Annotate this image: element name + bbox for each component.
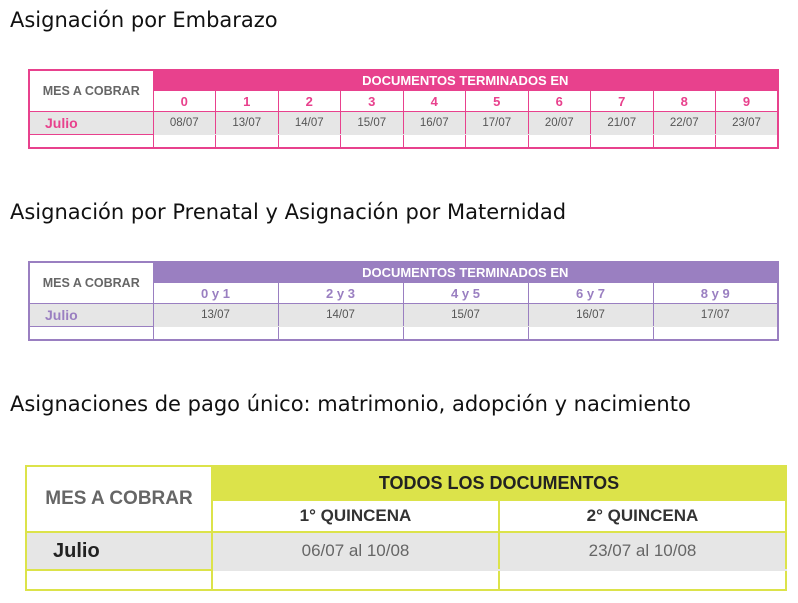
mes-a-cobrar-label: MES A COBRAR (29, 70, 153, 112)
blank-cell (153, 327, 278, 341)
quincena-header: 1° QUINCENA (212, 500, 499, 532)
blank-cell (528, 135, 591, 149)
blank-cell (591, 135, 654, 149)
documentos-header: DOCUMENTOS TERMINADOS EN (153, 70, 778, 91)
blank-cell (278, 327, 403, 341)
table-row (29, 112, 778, 135)
date-cell: 15/07 (341, 112, 404, 135)
embarazo-table (28, 69, 779, 149)
quincena-header: 2° QUINCENA (499, 500, 786, 532)
month-label: Julio (29, 112, 153, 135)
blank-cell (29, 327, 153, 341)
digit-cell: 2 (278, 91, 341, 112)
date-cell: 16/07 (528, 304, 653, 327)
date-cell: 14/07 (278, 304, 403, 327)
digit-cell: 7 (591, 91, 654, 112)
date-cell: 21/07 (591, 112, 654, 135)
digit-cell: 2 y 3 (278, 283, 403, 304)
digit-cell: 4 y 5 (403, 283, 528, 304)
mes-a-cobrar-label: MES A COBRAR (26, 466, 212, 532)
date-cell: 20/07 (528, 112, 591, 135)
blank-cell (278, 135, 341, 149)
table-row (29, 304, 778, 327)
digit-cell: 6 (528, 91, 591, 112)
digit-cell: 5 (466, 91, 529, 112)
date-cell: 17/07 (653, 304, 778, 327)
blank-cell (403, 135, 466, 149)
blank-cell (528, 327, 653, 341)
todos-documentos-header: TODOS LOS DOCUMENTOS (212, 466, 786, 500)
blank-cell (716, 135, 779, 149)
digit-cell: 0 y 1 (153, 283, 278, 304)
digit-cell: 6 y 7 (528, 283, 653, 304)
pago-unico-title: Asignaciones de pago único: matrimonio, adopción y nacimiento (10, 392, 691, 416)
blank-cell (212, 570, 499, 590)
date-cell: 17/07 (466, 112, 529, 135)
digit-cell: 8 y 9 (653, 283, 778, 304)
blank-cell (653, 327, 778, 341)
digit-cell: 0 (153, 91, 216, 112)
blank-cell (341, 135, 404, 149)
digit-cell: 3 (341, 91, 404, 112)
blank-cell (466, 135, 529, 149)
date-cell: 16/07 (403, 112, 466, 135)
date-cell: 23/07 al 10/08 (499, 532, 786, 570)
blank-cell (216, 135, 279, 149)
date-cell: 15/07 (403, 304, 528, 327)
prenatal-title: Asignación por Prenatal y Asignación por Maternidad (10, 200, 567, 224)
month-label: Julio (26, 532, 212, 570)
blank-cell (403, 327, 528, 341)
blank-cell (29, 135, 153, 149)
month-label: Julio (29, 304, 153, 327)
pago-unico-table (25, 465, 787, 591)
digit-cell: 9 (716, 91, 779, 112)
embarazo-title: Asignación por Embarazo (10, 8, 278, 32)
blank-cell (153, 135, 216, 149)
digit-cell: 1 (216, 91, 279, 112)
blank-cell (653, 135, 716, 149)
date-cell: 13/07 (216, 112, 279, 135)
blank-cell (26, 570, 212, 590)
prenatal-table (28, 261, 779, 341)
date-cell: 22/07 (653, 112, 716, 135)
table-row (26, 532, 786, 570)
mes-a-cobrar-label: MES A COBRAR (29, 262, 153, 304)
digit-cell: 4 (403, 91, 466, 112)
date-cell: 13/07 (153, 304, 278, 327)
documentos-header: DOCUMENTOS TERMINADOS EN (153, 262, 778, 283)
date-cell: 06/07 al 10/08 (212, 532, 499, 570)
date-cell: 08/07 (153, 112, 216, 135)
digit-cell: 8 (653, 91, 716, 112)
date-cell: 14/07 (278, 112, 341, 135)
date-cell: 23/07 (716, 112, 779, 135)
blank-cell (499, 570, 786, 590)
